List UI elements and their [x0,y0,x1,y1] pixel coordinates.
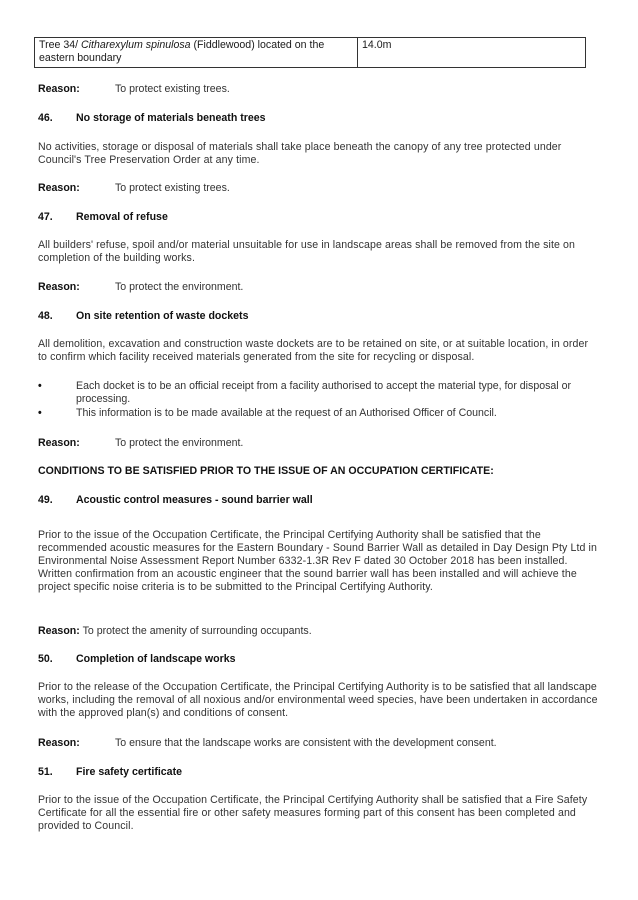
bullet-icon: • [38,407,42,419]
condition-50-reason: Reason: To ensure that the landscape works are consistent with the development consent. [38,737,497,749]
condition-46-body: No activities, storage or disposal of materials shall take place beneath the canopy of any tree protected under Council's Tree Preservation Order at any time. [38,141,562,166]
condition-47-reason: Reason: To protect the environment. [38,281,244,293]
reason-tree-table: Reason: To protect existing trees. [38,83,230,95]
condition-49-body: Prior to the issue of the Occupation Certificate, the Principal Certifying Authority shall be satisfied that the recommended acoustic measures for the Eastern Boundary - Sound Barrier Wall as detailed in Day Design Pty Ltd in Environmental Noise Assessment Report Number 6332-1.3R Rev F dated 30 October 2018 has been installed. Written confirmation from an acoustic engineer that the sound barrier wall has been installed and will achieve the project specific noise criteria is to be submitted to the Principal Certifying Authority. [38,529,598,593]
list-item: • This information is to be made available at the request of an Authorised Officer of Council. [38,407,497,419]
condition-48-body: All demolition, excavation and construction waste dockets are to be retained on site, or at suitable location, in order to confirm which facility received materials generated from the site for recycling or disposal. [38,338,589,363]
condition-50-body: Prior to the release of the Occupation Certificate, the Principal Certifying Authority is to be satisfied that all landscape works, including the removal of all noxious and/or environmental weed species, have been undertaken in accordance with the approved plan(s) and conditions of consent. [38,681,598,719]
condition-46-heading: 46. No storage of materials beneath trees [38,112,266,124]
condition-48-heading: 48. On site retention of waste dockets [38,310,249,322]
condition-48-bullets [38,380,600,420]
condition-51-body: Prior to the issue of the Occupation Certificate, the Principal Certifying Authority shall be satisfied that a Fire Safety Certificate for all the essential fire or other safety measures forming part of this consent has been completed and provided to Council. [38,794,588,832]
list-item: • Each docket is to be an official receipt from a facility authorised to accept the material type, for disposal or processing. [38,380,572,405]
condition-49-reason: Reason: To protect the amenity of surrounding occupants. [38,625,312,637]
condition-47-heading: 47. Removal of refuse [38,211,168,223]
occupation-section-heading: CONDITIONS TO BE SATISFIED PRIOR TO THE ISSUE OF AN OCCUPATION CERTIFICATE: [38,465,494,477]
condition-51-heading: 51. Fire safety certificate [38,766,182,778]
tree-description-cell: Tree 34/ Citharexylum spinulosa (Fiddlewood) located on the eastern boundary [35,38,358,68]
condition-47-body: All builders' refuse, spoil and/or material unsuitable for use in landscape areas shall be removed from the site on completion of the building works. [38,239,576,264]
tree-table [34,37,586,68]
condition-46-reason: Reason: To protect existing trees. [38,182,230,194]
species-name: Citharexylum spinulosa [81,39,191,51]
bullet-icon: • [38,380,42,392]
table-row [35,38,586,68]
tree-height-cell: 14.0m [358,38,586,68]
condition-49-heading: 49. Acoustic control measures - sound barrier wall [38,494,313,506]
condition-50-heading: 50. Completion of landscape works [38,653,236,665]
condition-48-reason: Reason: To protect the environment. [38,437,244,449]
